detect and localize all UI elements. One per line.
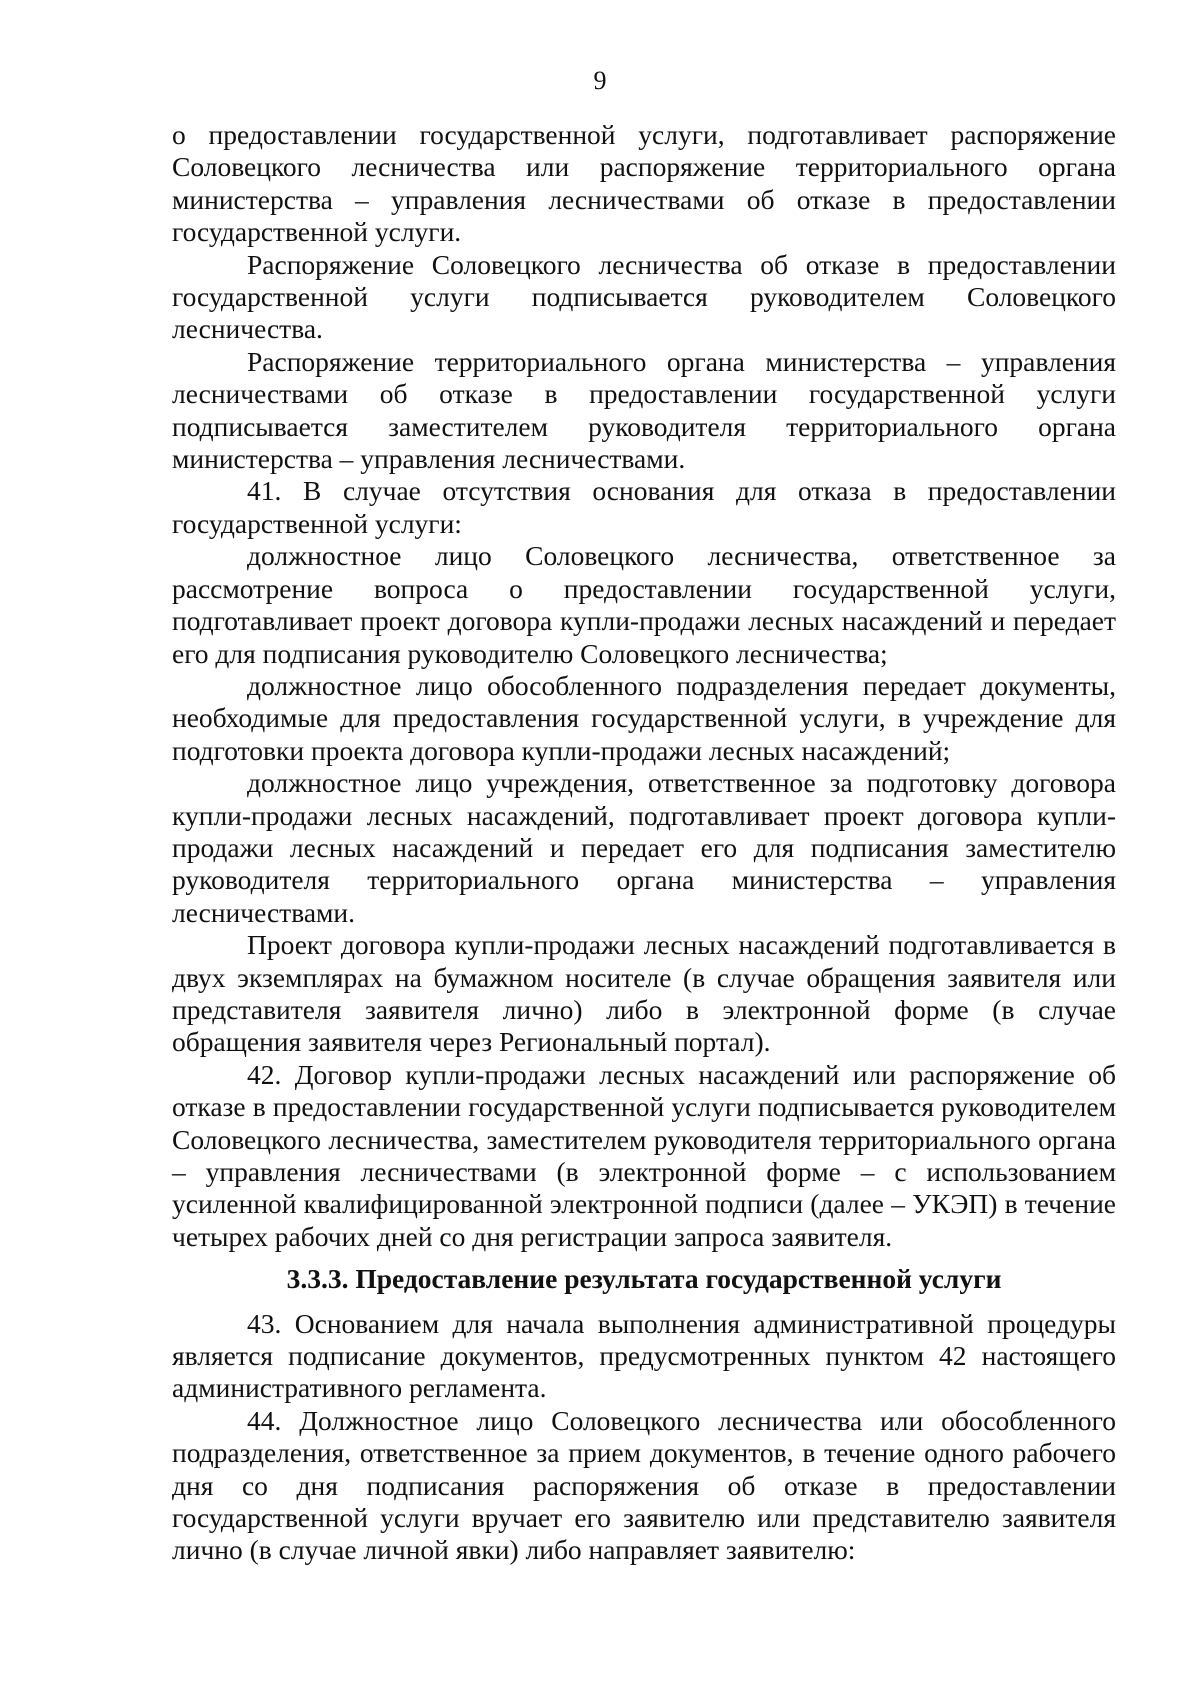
paragraph: Распоряжение территориального органа министерства – управления лесничествами об отказе в предоставлении государственной услуги подписывается заместителем руководителя территориального органа министерства – управления лесничествами. bbox=[172, 345, 1116, 475]
page-number: 9 bbox=[593, 66, 607, 95]
paragraph: о предоставлении государственной услуги, подготавливает распоряжение Соловецкого лесничества или распоряжение территориального органа министерства – управления лесничествами об отказе в предоставлении государственной услуги. bbox=[172, 119, 1116, 248]
paragraph: должностное лицо обособленного подразделения передает документы, необходимые для предоставления государственной услуги, в учреждение для подготовки проекта договора купли-продажи лесных насаждений; bbox=[172, 669, 1116, 766]
paragraph: должностное лицо учреждения, ответственное за подготовку договора купли-продажи лесных насаждений, подготавливает проект договора купли-продажи лесных насаждений и передает его для подписания заместителю руководителя территориального органа министерства – управления лесничествами. bbox=[172, 767, 1116, 928]
paragraph: 42. Договор купли-продажи лесных насаждений или распоряжение об отказе в предоставлении государственной услуги подписывается руководителем Соловецкого лесничества, заместителем руководителя территориального органа – управления лесничествами (в электронной форме – с использованием усиленной квалифицированной электронной подписи (далее – УКЭП) в течение четырех рабочих дней со дня регистрации запроса заявителя. bbox=[172, 1058, 1116, 1252]
paragraph: 41. В случае отсутствия основания для отказа в предоставлении государственной услуги: bbox=[172, 475, 1116, 539]
section-heading: 3.3.3. Предоставление результата государственной услуги bbox=[286, 1263, 1002, 1295]
paragraph: 43. Основанием для начала выполнения административной процедуры является подписание документов, предусмотренных пунктом 42 настоящего административного регламента. bbox=[172, 1307, 1116, 1404]
paragraph: Проект договора купли-продажи лесных насаждений подготавливается в двух экземплярах на бумажном носителе (в случае обращения заявителя или представителя заявителя лично) либо в электронной форме (в случае обращения заявителя через Региональный портал). bbox=[172, 929, 1116, 1058]
document-body bbox=[172, 119, 1116, 1567]
paragraph: должностное лицо Соловецкого лесничества, ответственное за рассмотрение вопроса о предоставлении государственной услуги, подготавливает проект договора купли-продажи лесных насаждений и передает его для подписания руководителю Соловецкого лесничества; bbox=[172, 540, 1116, 669]
paragraph: Распоряжение Соловецкого лесничества об отказе в предоставлении государственной услуги подписывается руководителем Соловецкого лесничества. bbox=[172, 248, 1116, 345]
paragraph: 44. Должностное лицо Соловецкого лесничества или обособленного подразделения, ответственное за прием документов, в течение одного рабочего дня со дня подписания распоряжения об отказе в предоставлении государственной услуги вручает его заявителю или представителю заявителя лично (в случае личной явки) либо направляет заявителю: bbox=[172, 1404, 1116, 1566]
